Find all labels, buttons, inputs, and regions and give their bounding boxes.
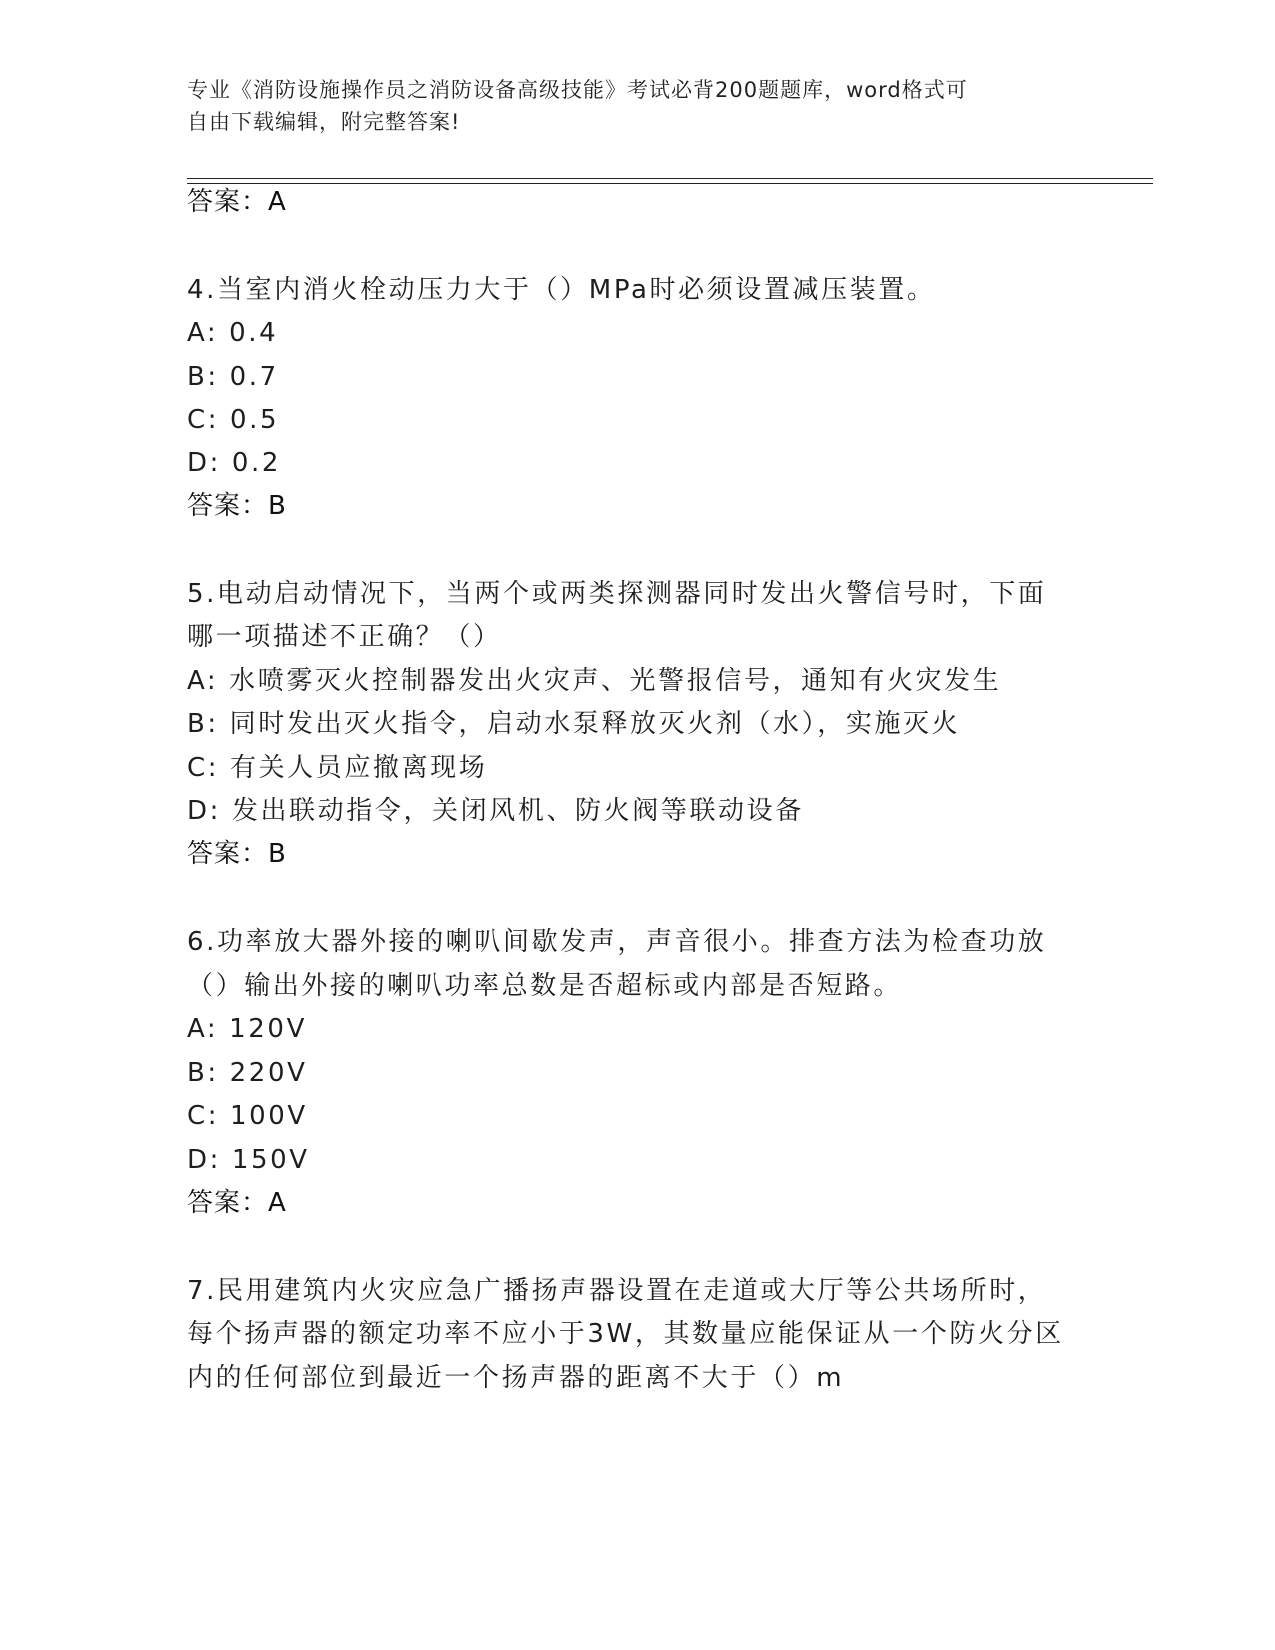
question-5-option-a: A: 水喷雾灭火控制器发出火灾声、光警报信号，通知有火灾发生 [187, 666, 1002, 696]
answer-4: 答案：B [187, 491, 287, 521]
header-divider-bottom [187, 183, 1153, 184]
question-6-option-b: B: 220V [187, 1058, 308, 1088]
answer-6: 答案：A [187, 1188, 287, 1218]
header-line-1: 专业《消防设施操作员之消防设备高级技能》考试必背200题题库，word格式可 [187, 78, 968, 102]
question-5-option-d: D: 发出联动指令，关闭风机、防火阀等联动设备 [187, 796, 804, 826]
question-4-option-d: D: 0.2 [187, 448, 281, 478]
question-6-text-line-1: 6.功率放大器外接的喇叭间歇发声，声音很小。排查方法为检查功放 [187, 927, 1047, 957]
answer-3: 答案：A [187, 187, 287, 217]
question-6-text-line-2: （）输出外接的喇叭功率总数是否超标或内部是否短路。 [187, 971, 903, 1001]
document-header [187, 74, 1067, 138]
question-7-text-line-1: 7.民用建筑内火灾应急广播扬声器设置在走道或大厅等公共场所时， [187, 1276, 1047, 1306]
answer-5: 答案：B [187, 839, 287, 869]
question-5-text-line-1: 5.电动启动情况下，当两个或两类探测器同时发出火警信号时，下面 [187, 579, 1047, 609]
header-line-2: 自由下载编辑，附完整答案! [187, 110, 461, 134]
question-4-option-a: A: 0.4 [187, 318, 279, 348]
question-6-option-c: C: 100V [187, 1101, 308, 1131]
question-5-option-b: B: 同时发出灭火指令，启动水泵释放灭火剂（水），实施灭火 [187, 709, 961, 739]
question-5-text-line-2: 哪一项描述不正确？（） [187, 622, 502, 652]
question-5-option-c: C: 有关人员应撤离现场 [187, 753, 488, 783]
question-7-text-line-2: 每个扬声器的额定功率不应小于3W，其数量应能保证从一个防火分区 [187, 1319, 1064, 1349]
question-4-option-c: C: 0.5 [187, 405, 280, 435]
question-4-text: 4.当室内消火栓动压力大于（）MPa时必须设置减压装置。 [187, 275, 936, 305]
question-7-text-line-3: 内的任何部位到最近一个扬声器的距离不大于（）m [187, 1363, 845, 1393]
header-divider-top [187, 178, 1153, 179]
question-6-option-d: D: 150V [187, 1145, 310, 1175]
question-6-option-a: A: 120V [187, 1014, 307, 1044]
question-4-option-b: B: 0.7 [187, 362, 279, 392]
